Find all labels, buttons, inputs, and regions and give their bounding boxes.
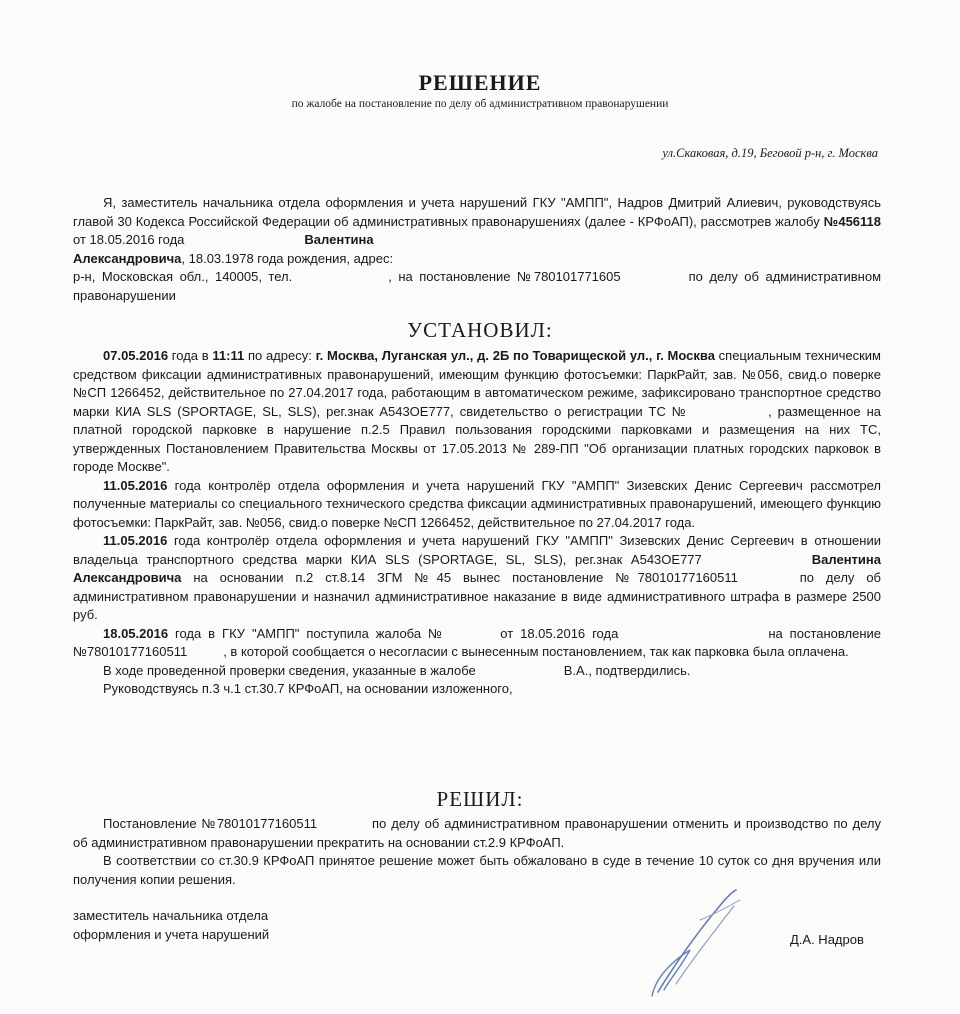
p4-text-4: , в которой сообщается о несогласии с вынесенным постановлением, так как парковка была оплачена.: [223, 644, 849, 659]
intro-text-5: , на постановление №780101771605: [388, 269, 621, 284]
p1-text-2: , размещенное на платной городской парковке в нарушение п.2.5 Правил пользования городскими парковками и размещения на них ТС, утвержденных Постановлением Правительства Москвы от 17.05.2013 № 289-ПП "Об организации платных городских парковок в городе Москве".: [73, 403, 881, 474]
decision-date: 11.05.2016: [103, 533, 168, 548]
p3-text: года контролёр отдела оформления и учета нарушений ГКУ "АМПП" Зизевских Денис Сергеевич в отношении владельца транспортного средства марки КИА SLS (SPORTAGE, SL, SLS), рег.знак А543ОЕ777: [73, 533, 881, 567]
ustanovil-paragraph-6: [73, 680, 881, 699]
p2-text: года контролёр отдела оформления и учета нарушений ГКУ "АМПП" Зизевских Денис Сергеевич рассмотрел полученные материалы со специального технического средства фиксации административных правонарушений, имеющего функцию фотосъемки: ПаркРайт, зав. №056, свид.о поверке №СП 1266452, действительное по 27.04.2017 года.: [73, 477, 881, 530]
p4-text-3: на постановление №78010177160511: [73, 625, 881, 659]
intro-paragraph: [73, 194, 881, 268]
ustanovil-paragraph-4: [73, 625, 881, 662]
handwritten-signature: [640, 880, 760, 1000]
ustanovil-paragraph-3: [73, 532, 881, 625]
event-address: г. Москва, Луганская ул., д. 2Б по Товарищеской ул., г. Москва: [315, 348, 715, 363]
p1-addr-pre: по адресу:: [244, 348, 316, 363]
person-first-name: Валентина: [304, 232, 374, 247]
ustanovil-section: [73, 347, 881, 699]
document-place: ул.Скаковая, д.19, Беговой р-н, г. Москва: [662, 146, 878, 160]
review-date: 11.05.2016: [103, 477, 168, 493]
reshil-text-1: Постановление №78010177160511: [103, 816, 318, 831]
reshil-heading: РЕШИЛ:: [436, 787, 524, 811]
document-title: РЕШЕНИЕ: [418, 70, 542, 95]
signatory-position: [73, 906, 269, 944]
ustanovil-heading: УСТАНОВИЛ:: [407, 318, 553, 342]
p1-text: специальным техническим средством фиксации административных правонарушений, имеющим функцию фотосъемки: ПаркРайт, зав. №056, свид.о поверке №СП 1266452, действительное по 27.04.2017 года, работающим в автоматическом режиме, зафиксировано транспортное средство марки КИА SLS (SPORTAGE, SL, SLS), рег.знак А543ОЕ777, свидетельство о регистрации ТС №: [73, 348, 881, 419]
position-line-2: оформления и учета нарушений: [73, 927, 270, 942]
event-date: 07.05.2016: [103, 348, 169, 363]
p1-mid: года в: [168, 348, 213, 363]
intro-address-line: [73, 268, 881, 305]
ustanovil-paragraph-5: [73, 662, 881, 681]
document-subtitle: по жалобе на постановление по делу об административном правонарушении: [291, 98, 669, 110]
ustanovil-paragraph-1: [73, 347, 881, 477]
person-patronymic: Александровича: [73, 250, 182, 266]
ustanovil-paragraph-2: [73, 477, 881, 533]
reshil-section: [73, 815, 881, 889]
p3-person: Валентина Александровича: [73, 551, 881, 585]
p3-text-3: по делу об административном правонарушении и назначил административное наказание в виде административного штрафа в размере 2500 руб.: [73, 570, 881, 622]
p4-text-2: от 18.05.2016 года: [493, 625, 619, 641]
scan-noise: [100, 8, 520, 12]
signatory-name: Д.А. Надров: [790, 932, 864, 947]
reshil-text-3: В соответствии со ст.30.9 КРФоАП принятое решение может быть обжаловано в суде в течение 10 суток со дня вручения или получения копии решения.: [73, 853, 881, 887]
p4-text: года в ГКУ "АМПП" поступила жалоба №: [168, 625, 446, 641]
p5-text-2: В.А., подтвердились.: [563, 662, 691, 678]
intro-text-6: по делу об административном правонарушении: [73, 269, 882, 303]
complaint-date: 18.05.2016: [103, 625, 169, 641]
p5-text: В ходе проведенной проверки сведения, указанные в жалобе: [103, 662, 476, 678]
intro-text-2: от 18.05.2016 года: [73, 232, 185, 247]
intro-text-1: Я, заместитель начальника отдела оформления и учета нарушений ГКУ "АМПП", Надров Дмитрий Алиевич, руководствуясь главой 30 Кодекса Российской Федерации об административных правонарушениях (далее - КРФоАП), рассмотрев жалобу: [73, 195, 881, 229]
p3-text-2: на основании п.2 ст.8.14 ЗГМ №45 вынес постановление №78010177160511: [181, 570, 738, 585]
p6-text: Руководствуясь п.3 ч.1 ст.30.7 КРФоАП, на основании изложенного,: [103, 681, 513, 696]
intro-text-4: р-н, Московская обл., 140005, тел.: [73, 269, 293, 284]
reshil-text-2: по делу об административном правонарушении отменить и производство по делу об административном правонарушении прекратить на основании ст.2.9 КРФоАП.: [73, 816, 881, 850]
complaint-number: №456118: [823, 213, 881, 229]
event-time: 11:11: [212, 348, 245, 363]
position-line-1: заместитель начальника отдела: [73, 908, 269, 923]
intro-section: [73, 194, 881, 305]
intro-text-3: , 18.03.1978 года рождения, адрес:: [181, 250, 394, 266]
reshil-paragraph-1: [73, 815, 881, 852]
